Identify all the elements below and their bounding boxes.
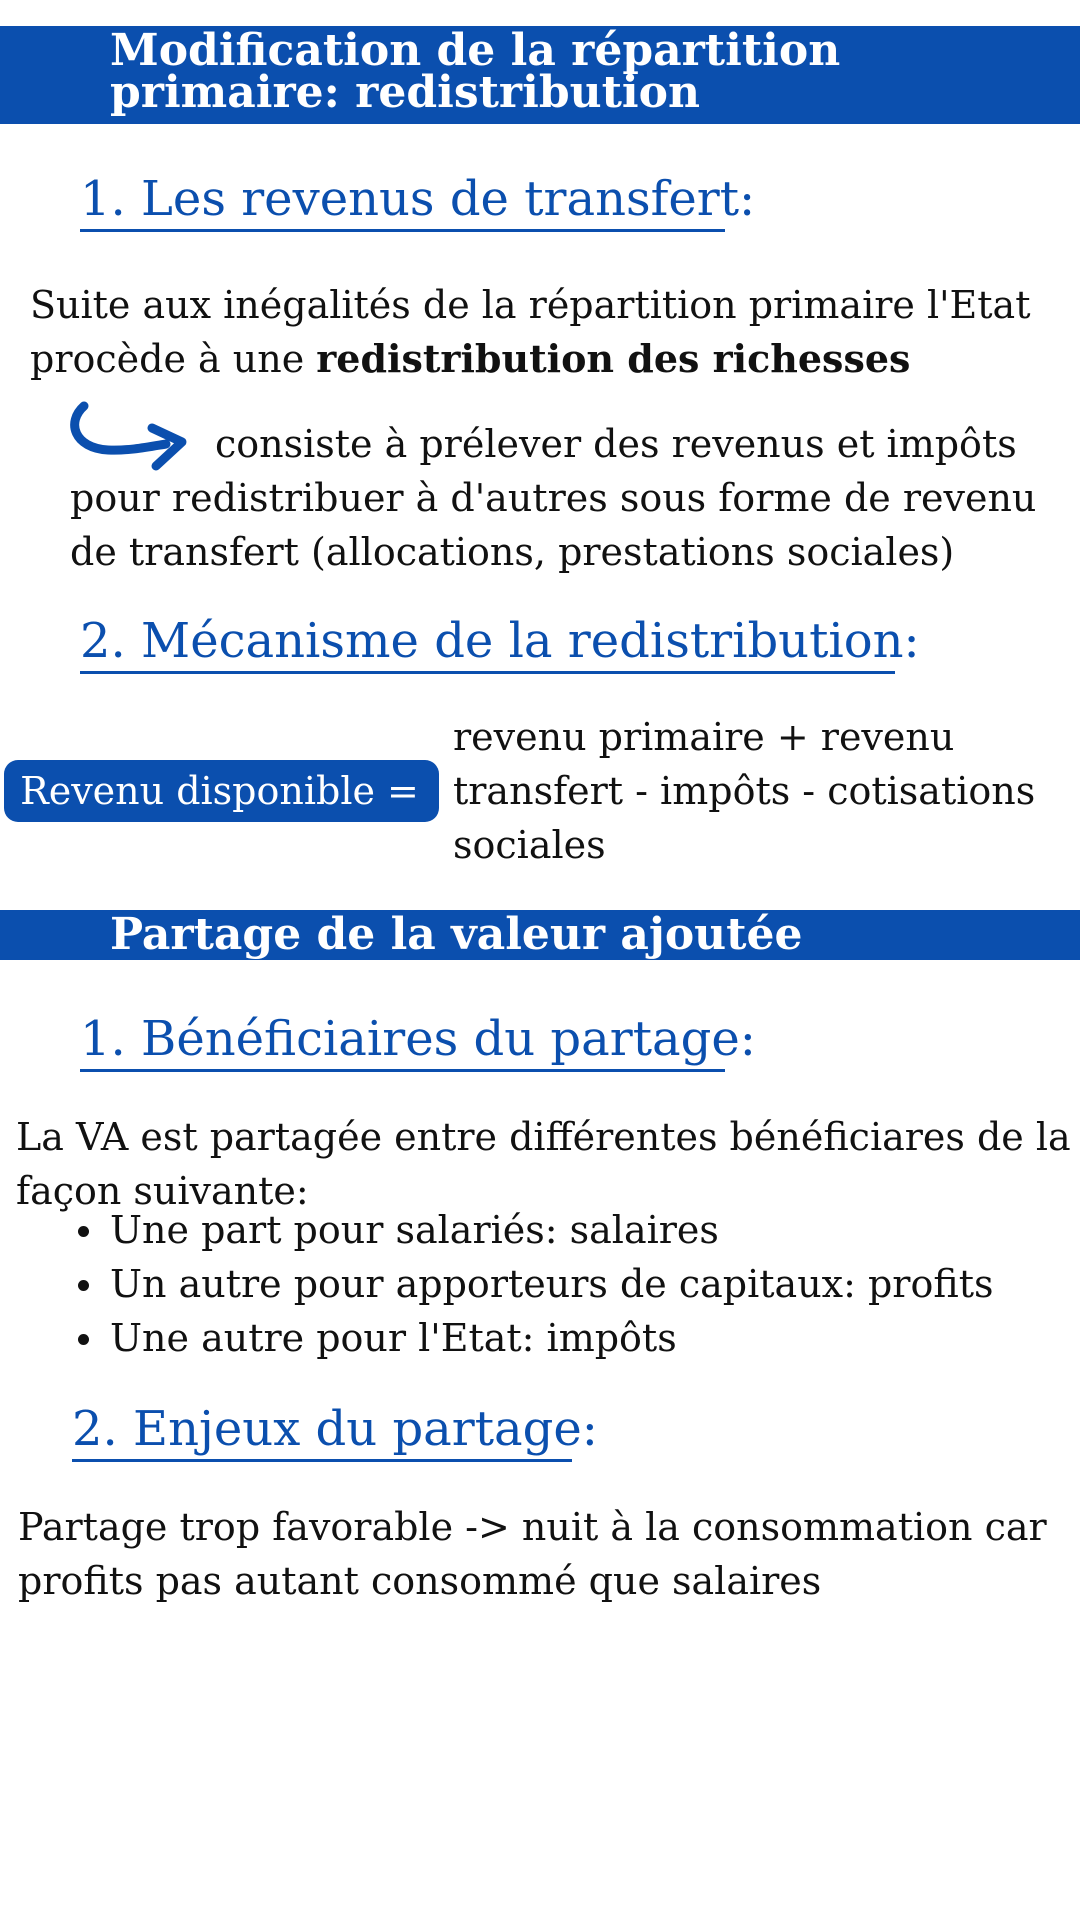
- section-banner-redistribution: [0, 26, 1080, 124]
- section-banner-partage-va: [0, 910, 1080, 960]
- list-item: Une part pour salariés: salaires: [70, 1203, 993, 1257]
- list-item: Une autre pour l'Etat: impôts: [70, 1311, 993, 1365]
- heading-enjeux-partage: 2. Enjeux du partage:: [72, 1401, 598, 1457]
- formula-label-badge: Revenu disponible =: [4, 760, 439, 822]
- paragraph-definition-text: consiste à prélever des revenus et impôts pour redistribuer à d'autres sous forme de revenu de transfert (allocations, prestations sociales): [70, 422, 1037, 574]
- list-item: Un autre pour apporteurs de capitaux: profits: [70, 1257, 993, 1311]
- paragraph-definition-redistribution: [70, 417, 1070, 579]
- banner-title-line1: Modification de la répartition: [110, 25, 841, 76]
- formula-value-text: revenu primaire + revenu transfert - impôts - cotisations sociales: [453, 715, 1036, 867]
- banner-title: Partage de la valeur ajoutée: [110, 909, 803, 960]
- paragraph-va-partagee: La VA est partagée entre différentes bénéficiares de la façon suivante:: [16, 1115, 1071, 1213]
- paragraph-inegalites-bold: redistribution des richesses: [316, 336, 911, 381]
- heading-beneficiaires-partage: 1. Bénéficiaires du partage:: [80, 1011, 756, 1067]
- banner-title-line2: primaire: redistribution: [110, 67, 700, 118]
- paragraph-inegalites-text: Suite aux inégalités de la répartition primaire l'Etat procède à une: [30, 283, 1031, 381]
- heading-mecanisme-redistribution: 2. Mécanisme de la redistribution:: [80, 613, 920, 669]
- bullet-list-beneficiaires: [70, 1203, 993, 1365]
- paragraph-enjeux: Partage trop favorable -> nuit à la consommation car profits pas autant consommé que salaires: [18, 1505, 1047, 1603]
- paragraph-inegalites: [30, 278, 1070, 386]
- heading-revenus-transfert: 1. Les revenus de transfert:: [80, 171, 756, 227]
